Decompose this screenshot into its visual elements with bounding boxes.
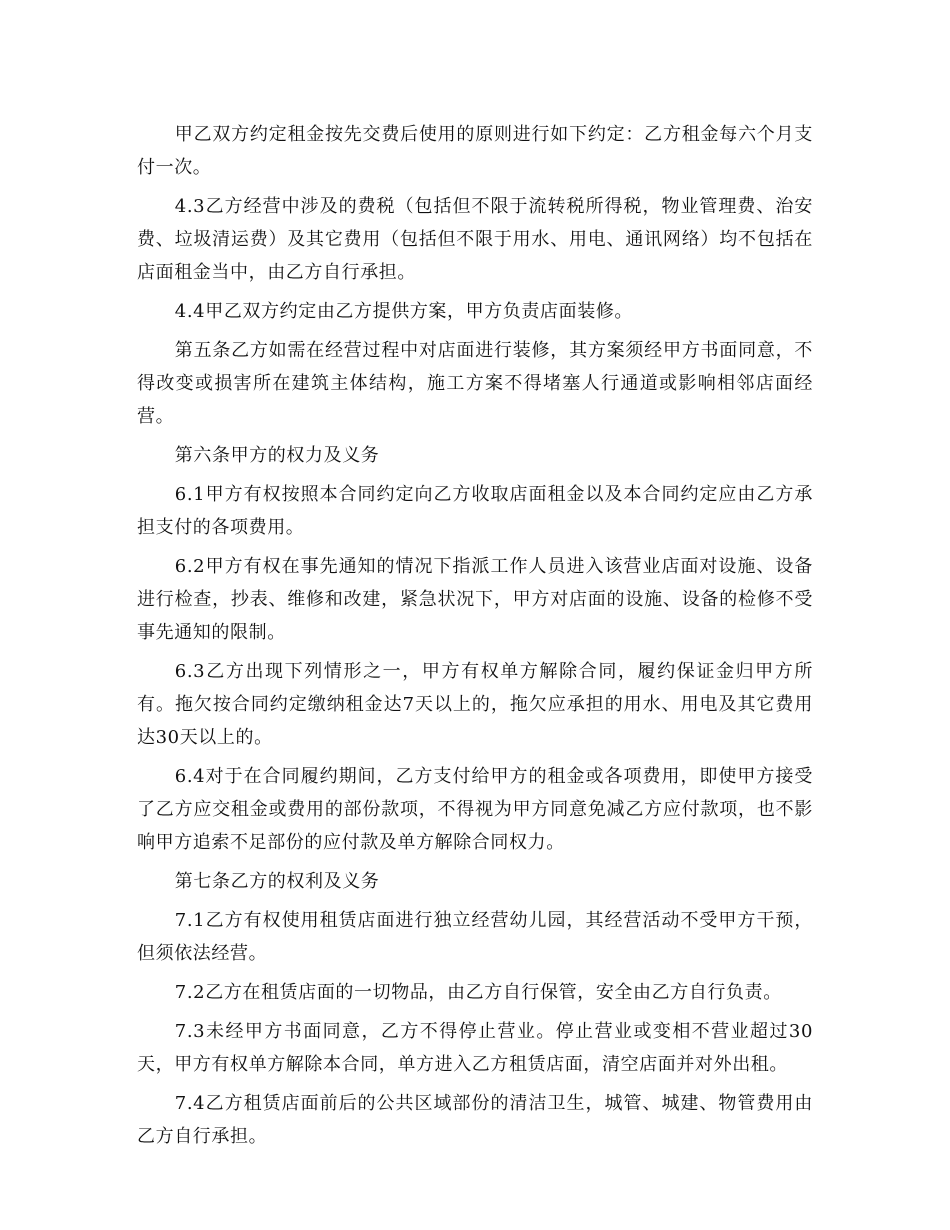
paragraph-7-1: 7.1乙方有权使用租赁店面进行独立经营幼儿园，其经营活动不受甲方干预，但须依法经营。 bbox=[137, 910, 813, 964]
document-body bbox=[137, 118, 813, 1159]
paragraph-6-1: 6.1甲方有权按照本合同约定向乙方收取店面租金以及本合同约定应由乙方承担支付的各项费用。 bbox=[137, 484, 813, 538]
paragraph-7-2: 7.2乙方在租赁店面的一切物品，由乙方自行保管，安全由乙方自行负责。 bbox=[174, 982, 782, 1003]
paragraph-6-3: 6.3乙方出现下列情形之一，甲方有权单方解除合同，履约保证金归甲方所有。拖欠按合同约定缴纳租金达7天以上的，拖欠应承担的用水、用电及其它费用达30天以上的。 bbox=[137, 661, 813, 748]
paragraph-4-4: 4.4甲乙双方约定由乙方提供方案，甲方负责店面装修。 bbox=[174, 301, 634, 322]
paragraph-rent-payment: 甲乙双方约定租金按先交费后使用的原则进行如下约定：乙方租金每六个月支付一次。 bbox=[137, 124, 813, 178]
paragraph-6-2: 6.2甲方有权在事先通知的情况下指派工作人员进入该营业店面对设施、设备进行检查，抄表、维修和改建，紧急状况下，甲方对店面的设施、设备的检修不受事先通知的限制。 bbox=[137, 556, 813, 643]
paragraph-4-3: 4.3乙方经营中涉及的费税（包括但不限于流转税所得税，物业管理费、治安费、垃圾清运费）及其它费用（包括但不限于用水、用电、通讯网络）均不包括在店面租金当中，由乙方自行承担。 bbox=[137, 196, 813, 283]
heading-article-7: 第七条乙方的权利及义务 bbox=[174, 871, 380, 892]
paragraph-article-5: 第五条乙方如需在经营过程中对店面进行装修，其方案须经甲方书面同意，不得改变或损害所在建筑主体结构，施工方案不得堵塞人行通道或影响相邻店面经营。 bbox=[137, 340, 813, 427]
heading-article-6: 第六条甲方的权力及义务 bbox=[174, 445, 380, 466]
paragraph-7-4: 7.4乙方租赁店面前后的公共区域部份的清洁卫生，城管、城建、物管费用由乙方自行承担。 bbox=[137, 1093, 813, 1147]
paragraph-7-3: 7.3未经甲方书面同意，乙方不得停止营业。停止营业或变相不营业超过30天，甲方有权单方解除本合同，单方进入乙方租赁店面，清空店面并对外出租。 bbox=[137, 1021, 813, 1075]
paragraph-6-4: 6.4对于在合同履约期间，乙方支付给甲方的租金或各项费用，即使甲方接受了乙方应交租金或费用的部份款项，不得视为甲方同意免减乙方应付款项，也不影响甲方追索不足部份的应付款及单方解除合同权力。 bbox=[137, 766, 813, 853]
